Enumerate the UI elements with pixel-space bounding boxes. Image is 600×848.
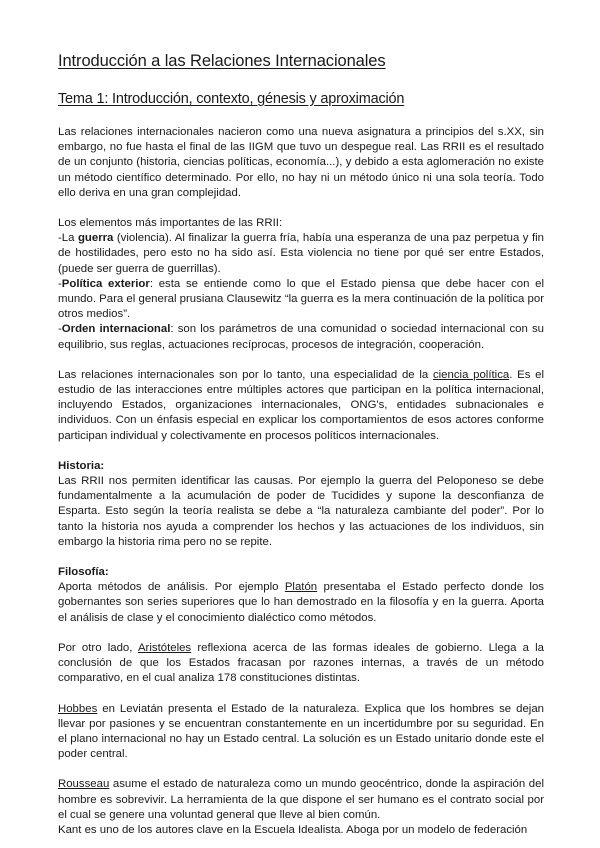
document-title: Introducción a las Relaciones Internacionales xyxy=(58,52,386,70)
rousseau-paragraph: Rousseau asume el estado de naturaleza como un mundo geocéntrico, donde la aspiración del hombre es sobrevivir. La herramienta de la que dispone el ser humano es el contrato social por el cual se genere una voluntad general que lleve al bien común. Kant es uno de los autores clave en la Escuela Idealista. Aboga por un modelo de federación xyxy=(58,778,544,836)
filosofia-section: Filosofía: Aporta métodos de análisis. Por ejemplo Platón presentaba el Estado perfecto donde los gobernantes son series superiores que lo han demostrado en la filosofía y en la guerra. Aporta el análisis de clase y el conocimiento dialéctico como métodos. xyxy=(58,566,544,624)
term-politica-exterior: Política exterior xyxy=(61,277,150,290)
document-page xyxy=(58,52,544,838)
historia-heading: Historia: xyxy=(58,459,105,472)
historia-text: Las RRII nos permiten identificar las causas. Por ejemplo la guerra del Peloponeso se debe fundamentalmente a la acumulación de poder de Tucidides y supone la desconfianza de Esparta. Esto según la teoría realista se debe a “la naturaleza cambiante del poder”. Por lo tanto la historia nos ayuda a comprender los hechos y las actuaciones de los individuos, sin embargo la historia rima pero no se repite. xyxy=(58,475,544,548)
ciencia-politica-link: ciencia política xyxy=(432,368,510,381)
historia-section xyxy=(58,459,544,550)
term-guerra: guerra xyxy=(77,232,114,245)
aristoteles-link: Aristóteles xyxy=(137,641,192,654)
elements-paragraph: Los elementos más importantes de las RRII: -La guerra (violencia). Al finalizar la guerra fría, había una esperanza de una paz perpetua y fin de hostilidades, pero esto no ha sido así. Esta violencia no tiene por qué ser entre Estados, (puede ser guerra de guerrillas). -Política exterior: esta se entiende como lo que el Estado piensa que debe hacer con el mundo. Para el general prusiana Clausewitz “la guerra es la mera continuación de la política por otros medios”. -Orden internacional: son los parámetros de una comunidad o sociedad internacional con su equilibrio, sus reglas, actuaciones recíprocas, procesos de integración, cooperación. xyxy=(58,217,545,351)
specialty-paragraph: Las relaciones internacionales son por lo tanto, una especialidad de la ciencia política. Es el estudio de las interacciones entre múltiples actores que participan en la política internacional, incluyendo Estados, organizaciones internacionales, ONG's, entidades subnacionales e individuos. Con un énfasis especial en explicar los comportamientos de esos actores conforme participan individual y colectivamente en procesos políticos internacionales. xyxy=(58,368,545,442)
aristoteles-paragraph: Por otro lado, Aristóteles reflexiona acerca de las formas ideales de gobierno. Llega a la conclusión de que los Estados fracasan por razones internas, a través de un método comparativo, en el cual analiza 178 constituciones distintas. xyxy=(58,641,544,685)
section-title: Tema 1: Introducción, contexto, génesis y aproximación xyxy=(58,91,405,107)
hobbes-link: Hobbes xyxy=(58,702,98,715)
term-orden-internacional: Orden internacional xyxy=(61,323,171,336)
elements-heading: Los elementos más importantes de las RRII: xyxy=(58,217,283,230)
platon-link: Platón xyxy=(284,581,318,594)
filosofia-heading: Filosofía: xyxy=(58,566,109,579)
hobbes-paragraph: Hobbes en Leviatán presenta el Estado de la naturaleza. Explica que los hombres se dejan llevar por pasiones y se encuentran constantemente en un incertidumbre por su seguridad. En el plano internacional no hay un Estado central. La solución es un Estado unitario donde este el poder central. xyxy=(58,702,544,761)
intro-paragraph: Las relaciones internacionales nacieron como una nueva asignatura a principios del s.XX, sin embargo, no fue hasta el final de las IIGM que tuvo un despegue real. Las RRII es el resultado de un conjunto (historia, ciencias políticas, economía...), y debido a esta aglomeración no existe un método científico determinado. Por ello, no hay ni un método único ni una sola teoría. Todo ello deriva en una gran complejidad. xyxy=(58,126,544,199)
kant-text: Kant es uno de los autores clave en la Escuela Idealista. Aboga por un modelo de federación xyxy=(58,823,528,836)
rousseau-link: Rousseau xyxy=(58,778,110,791)
